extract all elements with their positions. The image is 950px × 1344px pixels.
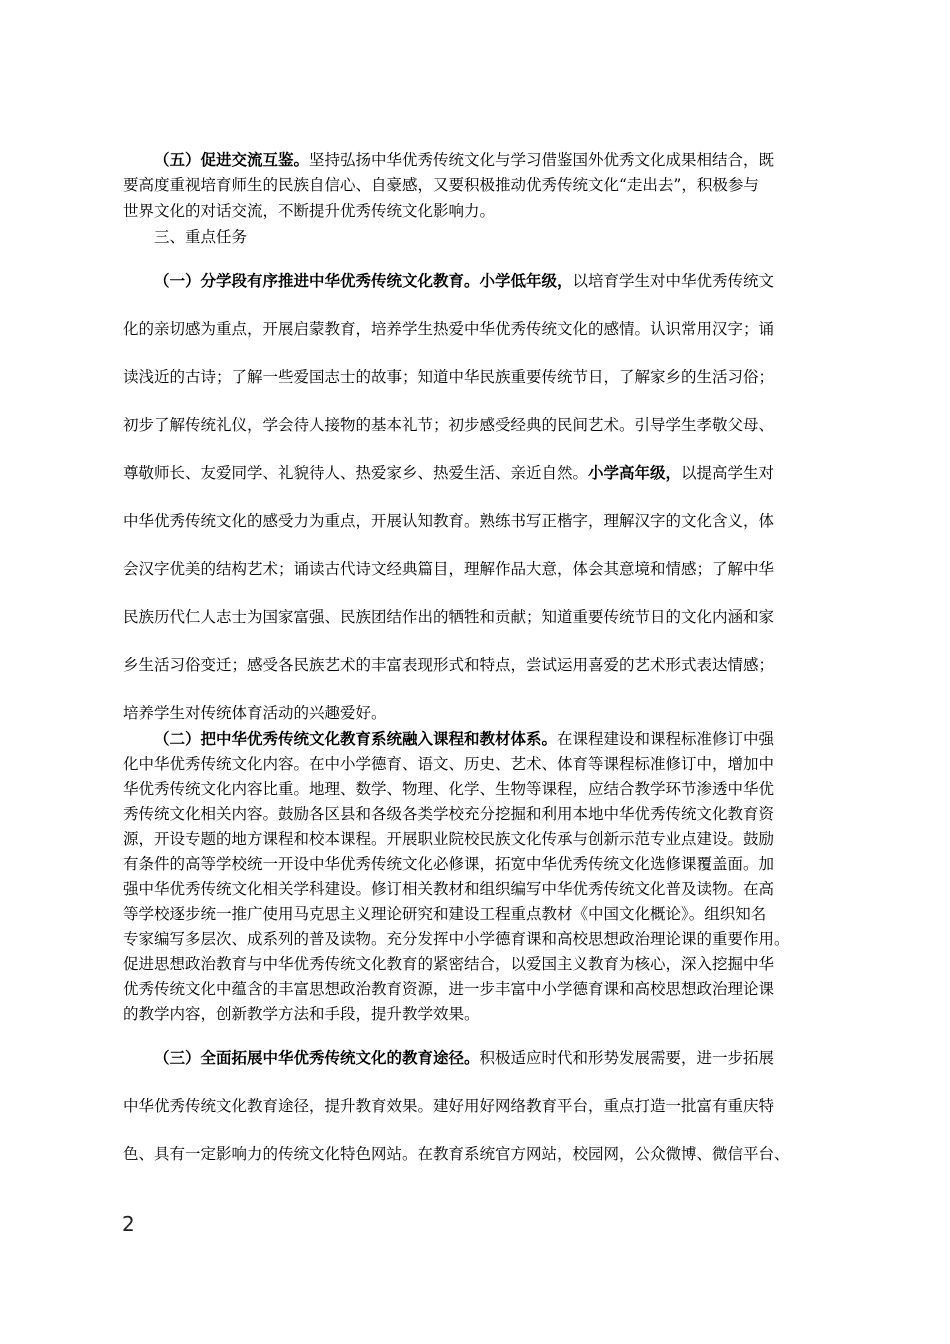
paragraph-line: 华优秀传统文化内容比重。地理、数学、物理、化学、生物等课程，应结合教学环节渗透中华优 bbox=[123, 780, 775, 798]
paragraph-line: （三）全面拓展中华优秀传统文化的教育途径。积极适应时代和形势发展需要，进一步拓展 bbox=[154, 1048, 775, 1067]
paragraph-line: 中华优秀传统文化的感受力为重点，开展认知教育。熟练书写正楷字，理解汉字的文化含义，体 bbox=[123, 512, 775, 530]
paragraph-line: （二）把中华优秀传统文化教育系统融入课程和教材体系。在课程建设和课程标准修订中强 bbox=[154, 729, 775, 748]
paragraph-line: 培养学生对传统体育活动的兴趣爱好。 bbox=[123, 704, 387, 722]
paragraph-line: 等学校逐步统一推广使用马克思主义理论研究和建设工程重点教材《中国文化概论》。组织知名 bbox=[123, 905, 767, 923]
paragraph-line: 尊敬师长、友爱同学、礼貌待人、热爱家乡、热爱生活、亲近自然。小学高年级，以提高学生对 bbox=[123, 463, 775, 482]
paragraph-line: 促进思想政治教育与中华优秀传统文化教育的紧密结合，以爱国主义教育为核心，深入挖掘中华 bbox=[123, 955, 775, 973]
task-heading: （二）把中华优秀传统文化教育系统融入课程和教材体系。 bbox=[154, 729, 558, 748]
paragraph-line: 要高度重视培育师生的民族自信心、自豪感，又要积极推动优秀传统文化“走出去”，积极参与 bbox=[123, 176, 759, 194]
sub-heading: 小学高年级， bbox=[588, 463, 682, 482]
paragraph-line: 读浅近的古诗；了解一些爱国志士的故事；知道中华民族重要传统节日，了解家乡的生活习俗； bbox=[123, 368, 775, 386]
section-title: 三、重点任务 bbox=[154, 228, 248, 246]
paragraph-line: 会汉字优美的结构艺术；诵读古代诗文经典篇目，理解作品大意，体会其意境和情感；了解中华 bbox=[123, 560, 775, 578]
paragraph-line: 化的亲切感为重点，开展启蒙教育，培养学生热爱中华优秀传统文化的感情。认识常用汉字；诵 bbox=[123, 320, 775, 338]
sub-heading: 小学低年级， bbox=[479, 271, 573, 290]
paragraph-line: （一）分学段有序推进中华优秀传统文化教育。小学低年级，以培育学生对中华优秀传统文 bbox=[154, 271, 775, 290]
paragraph-line: 强中华优秀传统文化相关学科建设。修订相关教材和组织编写中华优秀传统文化普及读物。在高 bbox=[123, 880, 775, 898]
paragraph-line: 中华优秀传统文化教育途径，提升教育效果。建好用好网络教育平台，重点打造一批富有重庆特 bbox=[123, 1097, 775, 1115]
page-number: 2 bbox=[122, 1212, 135, 1236]
paragraph-line: 源，开设专题的地方课程和校本课程。开展职业院校民族文化传承与创新示范专业点建设。鼓励 bbox=[123, 830, 775, 848]
paragraph-line: 专家编写多层次、成系列的普及读物。充分发挥中小学德育课和高校思想政治理论课的重要作用。 bbox=[123, 930, 790, 948]
paragraph-line: 初步了解传统礼仪，学会待人接物的基本礼节；初步感受经典的民间艺术。引导学生孝敬父母、 bbox=[123, 416, 775, 434]
paragraph-line: 民族历代仁人志士为国家富强、民族团结作出的牺牲和贡献；知道重要传统节日的文化内涵和家 bbox=[123, 608, 775, 626]
paragraph-line: 秀传统文化相关内容。鼓励各区县和各级各类学校充分挖掘和利用本地中华优秀传统文化教育资 bbox=[123, 805, 775, 823]
paragraph-line: 世界文化的对话交流，不断提升优秀传统文化影响力。 bbox=[123, 202, 496, 220]
task-heading: （三）全面拓展中华优秀传统文化的教育途径。 bbox=[154, 1048, 480, 1067]
paragraph-line: 乡生活习俗变迁；感受各民族艺术的丰富表现形式和特点，尝试运用喜爱的艺术形式表达情感； bbox=[123, 656, 775, 674]
paragraph-line: 化中华优秀传统文化内容。在中小学德育、语文、历史、艺术、体育等课程标准修订中，增加中 bbox=[123, 755, 775, 773]
task-heading: （一）分学段有序推进中华优秀传统文化教育。 bbox=[154, 271, 480, 290]
paragraph-line: 的教学内容，创新教学方法和手段，提升教学效果。 bbox=[123, 1005, 480, 1023]
paragraph-line: 有条件的高等学校统一开设中华优秀传统文化必修课，拓宽中华优秀传统文化选修课覆盖面。加 bbox=[123, 855, 775, 873]
paragraph-line: （五）促进交流互鉴。坚持弘扬中华优秀传统文化与学习借鉴国外优秀文化成果相结合，既 bbox=[154, 150, 775, 169]
paragraph-line: 优秀传统文化中蕴含的丰富思想政治教育资源，进一步丰富中小学德育课和高校思想政治理论课 bbox=[123, 980, 775, 998]
paragraph-line: 色、具有一定影响力的传统文化特色网站。在教育系统官方网站，校园网，公众微博、微信平台、 bbox=[123, 1145, 790, 1163]
section-heading: （五）促进交流互鉴。 bbox=[154, 150, 310, 169]
